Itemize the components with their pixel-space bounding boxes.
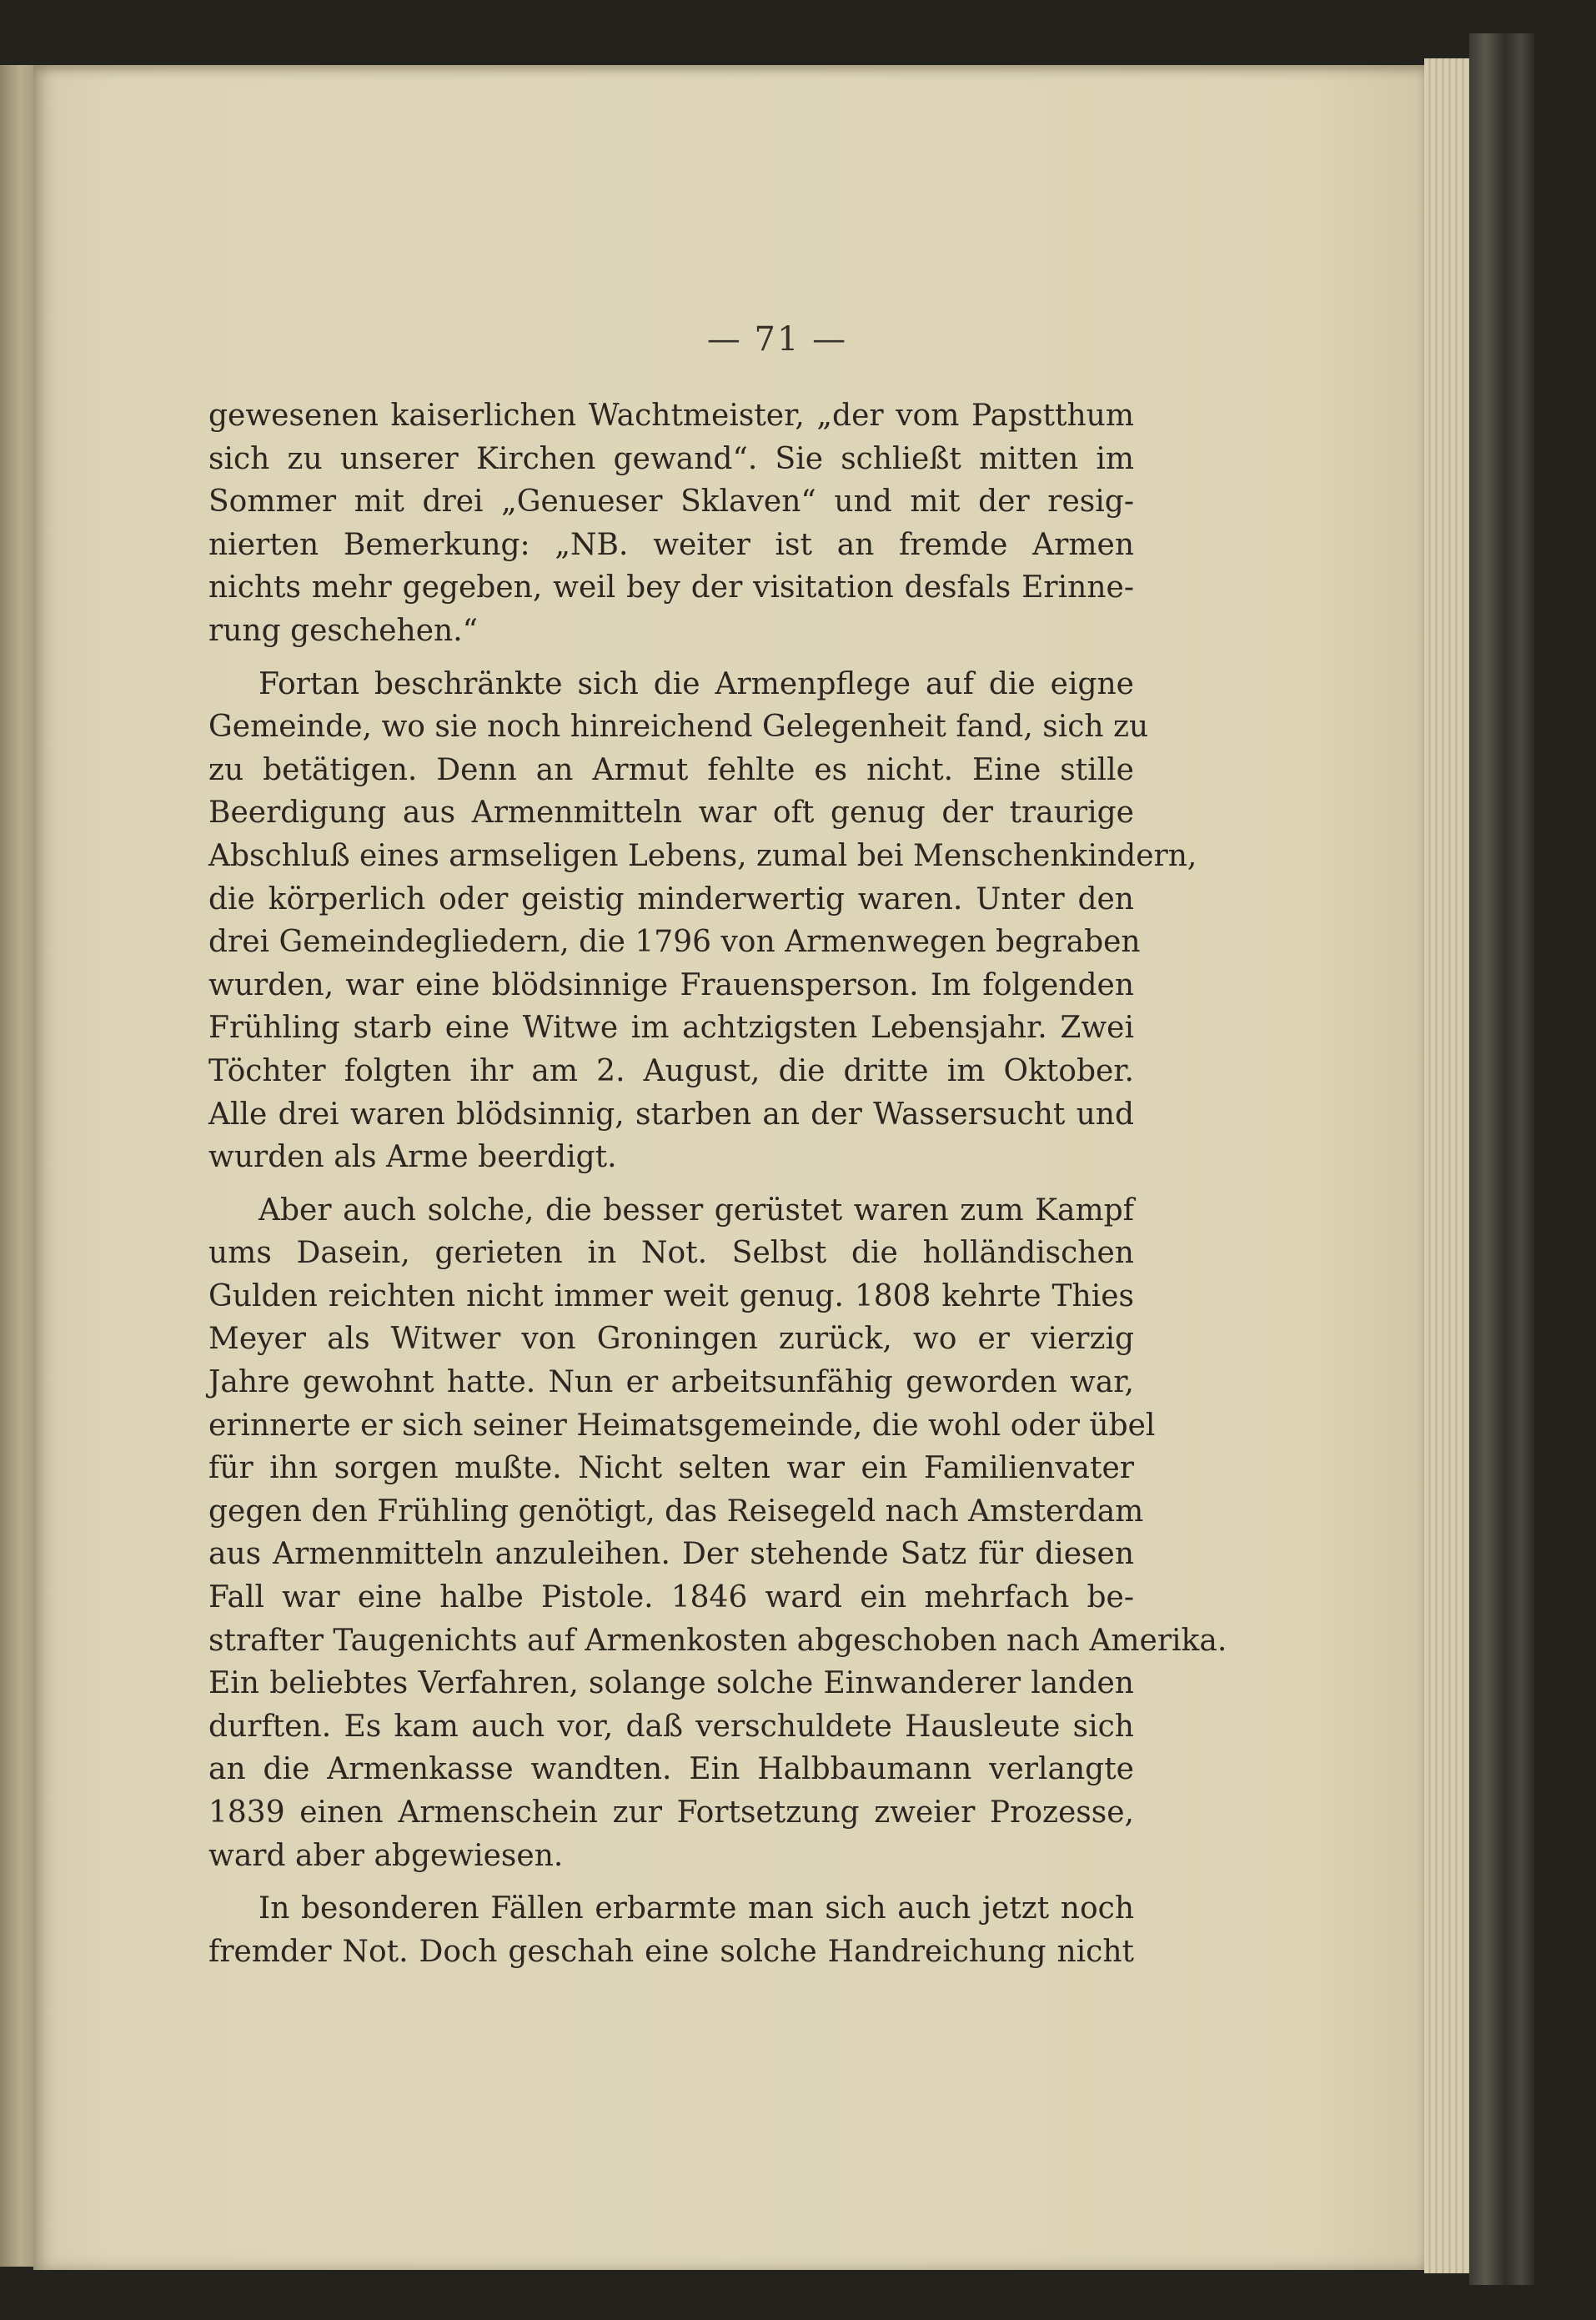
text-line: Gemeinde, wo sie noch hinreichend Gelegenheit fand, sich zu [208, 710, 1149, 745]
text-line: nichts mehr gegeben, weil bey der visitation desfals Erinne- [208, 570, 1134, 605]
text-line: fremder Not. Doch geschah eine solche Handreichung nicht [208, 1934, 1134, 1969]
text-line: gegen den Frühling genötigt, das Reisegeld nach Amsterdam [208, 1494, 1144, 1529]
text-line: an die Armenkasse wandten. Ein Halbbaumann verlangte [208, 1752, 1134, 1787]
text-line: Sommer mit drei „Genueser Sklaven“ und mit der resig- [208, 485, 1134, 520]
text-line: Fall war eine halbe Pistole. 1846 ward ein mehrfach be- [208, 1580, 1134, 1615]
text-line: Beerdigung aus Armenmitteln war oft genug der traurige [208, 796, 1134, 831]
page-number [33, 320, 1424, 359]
text-line: drei Gemeindegliedern, die 1796 von Armenwegen begraben [208, 925, 1141, 960]
text-line: nierten Bemerkung: „NB. weiter ist an fremde Armen [208, 527, 1134, 562]
text-line: die körperlich oder geistig minderwertig waren. Unter den [208, 881, 1134, 916]
book-cover-board [1469, 33, 1534, 2285]
text-line: erinnerte er sich seiner Heimatsgemeinde, die wohl oder übel [208, 1408, 1156, 1443]
book-page [33, 65, 1424, 2270]
paragraph [208, 394, 1134, 653]
text-line: zu betätigen. Denn an Armut fehlte es nicht. Eine stille [208, 752, 1134, 787]
paragraph [208, 1887, 1134, 1973]
text-line: Meyer als Witwer von Groningen zurück, wo er vierzig [208, 1322, 1134, 1357]
text-line: Alle drei waren blödsinnig, starben an der Wassersucht und [208, 1097, 1134, 1132]
text-line: ums Dasein, gerieten in Not. Selbst die holländischen [208, 1236, 1134, 1271]
text-line: Gulden reichten nicht immer weit genug. 1808 kehrte Thies [208, 1278, 1134, 1313]
text-line: durften. Es kam auch vor, daß verschuldete Hausleute sich [208, 1709, 1134, 1744]
page-edges [1424, 58, 1471, 2273]
book-binding-gutter [0, 65, 37, 2267]
text-line: Töchter folgten ihr am 2. August, die dritte im Oktober. [208, 1053, 1134, 1088]
text-line: wurden, war eine blödsinnige Frauensperson. Im folgenden [208, 967, 1134, 1002]
text-line: für ihn sorgen mußte. Nicht selten war ein Familienvater [208, 1451, 1134, 1486]
body-text [208, 394, 1227, 1983]
text-line: Abschluß eines armseligen Lebens, zumal bei Menschenkindern, [208, 838, 1197, 873]
text-line: aus Armenmitteln anzuleihen. Der stehende Satz für diesen [208, 1537, 1134, 1572]
text-line: Jahre gewohnt hatte. Nun er arbeitsunfähig geworden war, [208, 1365, 1134, 1400]
paragraph [208, 663, 1197, 1179]
text-line: rung geschehen.“ [208, 613, 479, 648]
text-line: ward aber abgewiesen. [208, 1838, 564, 1873]
text-line: strafter Taugenichts auf Armenkosten abgeschoben nach Amerika. [208, 1623, 1227, 1658]
text-line: wurden als Arme beerdigt. [208, 1140, 617, 1175]
page-number-text: — 71 — [706, 320, 848, 359]
text-line: Ein beliebtes Verfahren, solange solche Einwanderer landen [208, 1666, 1134, 1701]
text-line: gewesenen kaiserlichen Wachtmeister, „der vom Papstthum [208, 399, 1134, 433]
paragraph [208, 1189, 1227, 1878]
text-line: 1839 einen Armenschein zur Fortsetzung zweier Prozesse, [208, 1795, 1134, 1830]
text-line: Frühling starb eine Witwe im achtzigsten Lebensjahr. Zwei [208, 1011, 1134, 1046]
text-line: In besonderen Fällen erbarmte man sich auch jetzt noch [258, 1891, 1134, 1926]
text-line: Fortan beschränkte sich die Armenpflege auf die eigne [258, 666, 1134, 701]
text-line: sich zu unserer Kirchen gewand“. Sie schließt mitten im [208, 441, 1134, 476]
text-line: Aber auch solche, die besser gerüstet waren zum Kampf [258, 1193, 1134, 1228]
